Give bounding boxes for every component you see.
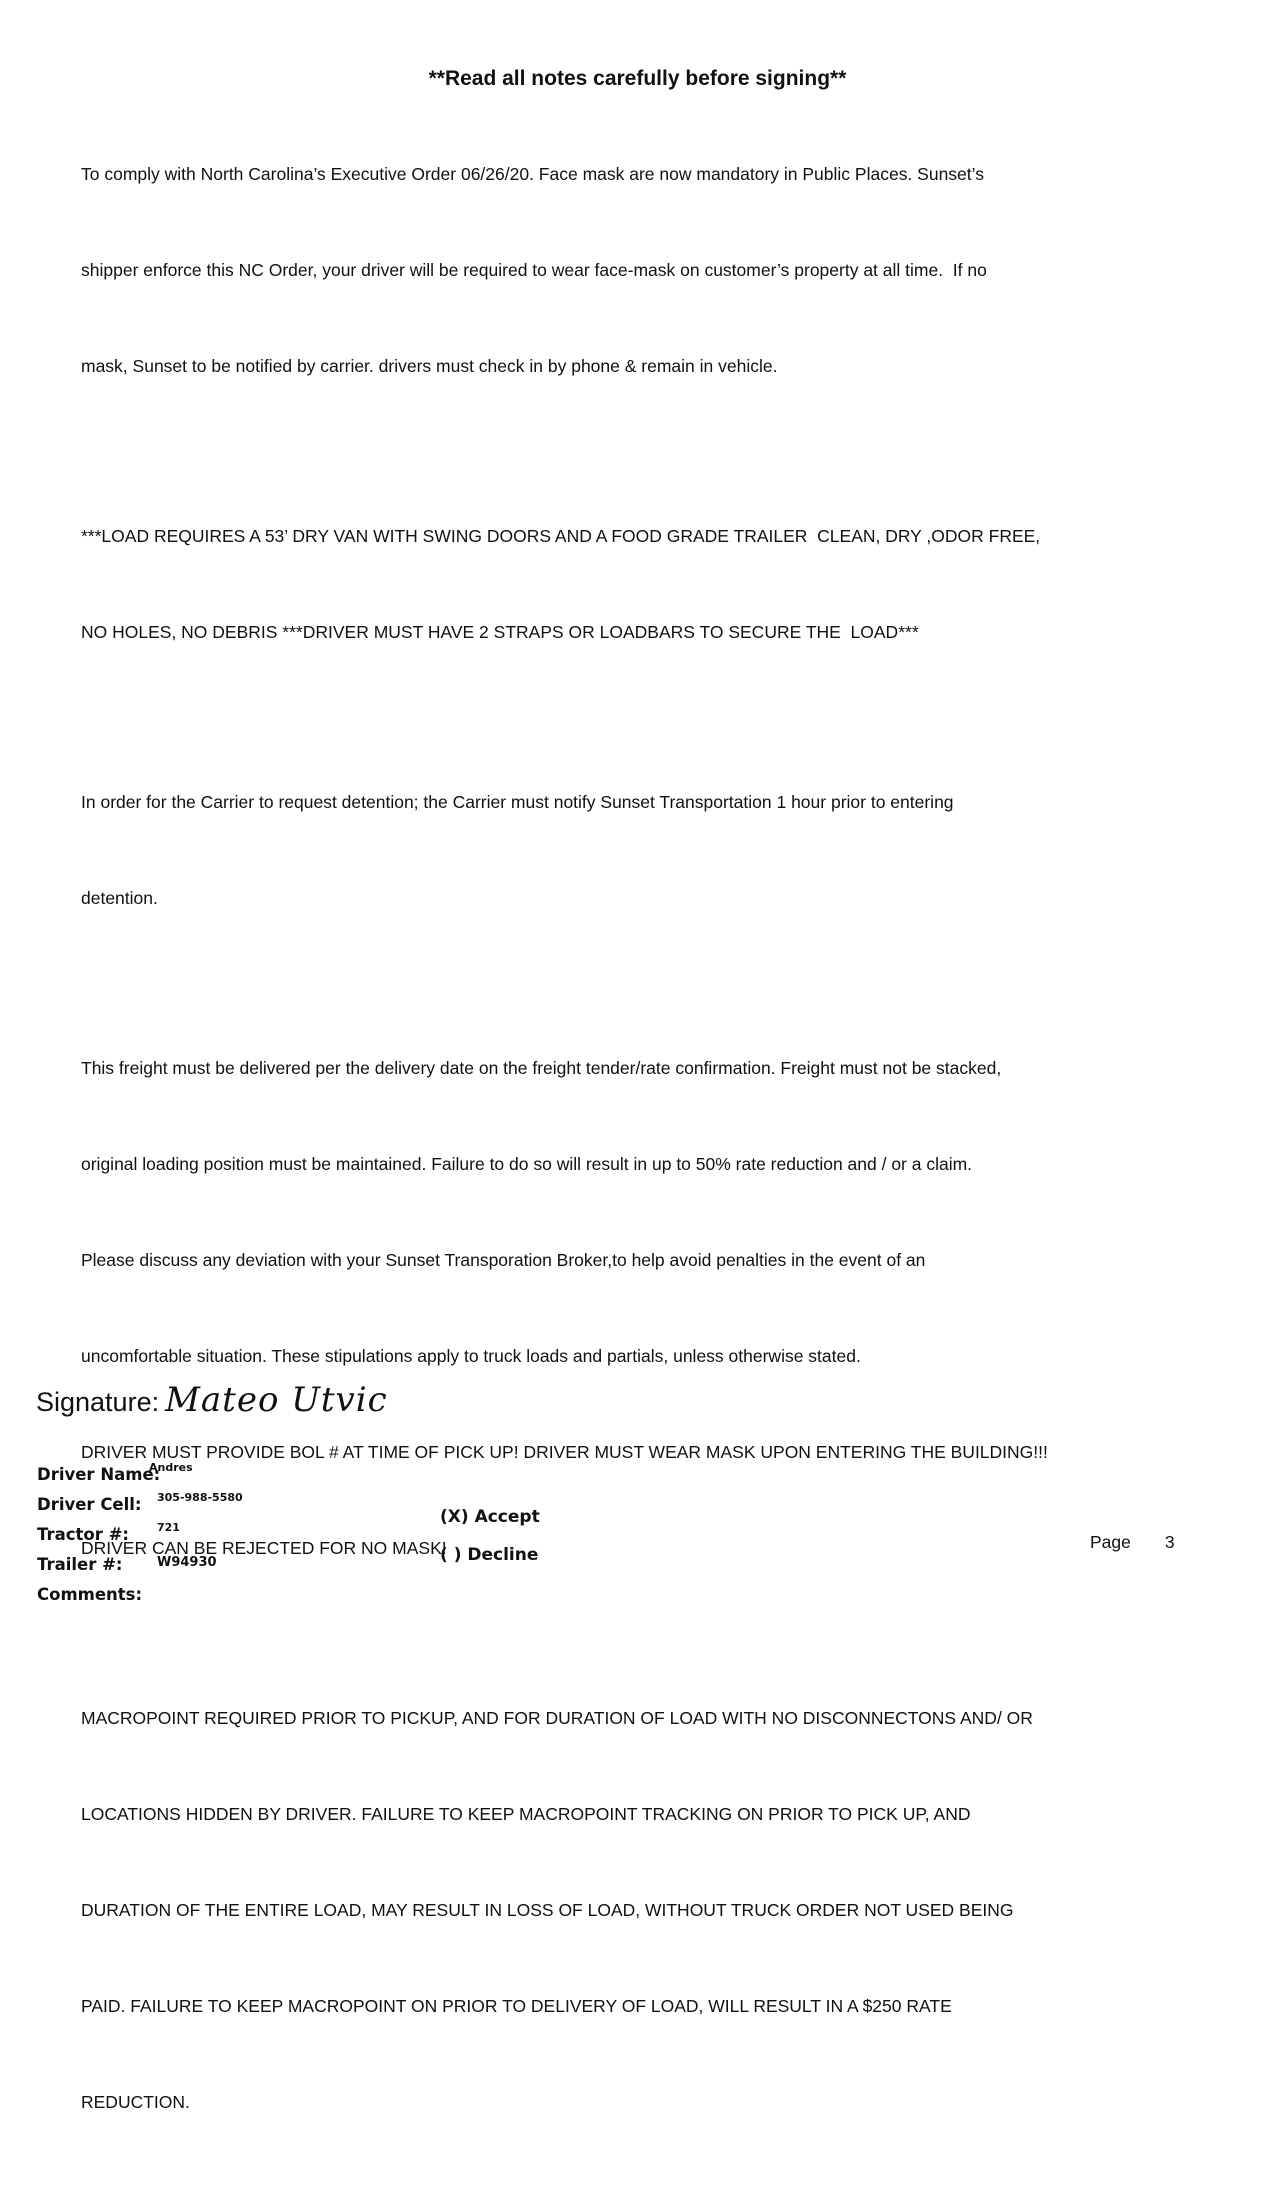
tractor-label: Tractor #: — [37, 1525, 130, 1544]
notes-line: DRIVER MUST PROVIDE BOL # AT TIME OF PICK UP! DRIVER MUST WEAR MASK UPON ENTERING THE BUILDING!!! — [81, 1442, 1048, 1462]
driver-info — [37, 1460, 243, 1610]
notes-line: DURATION OF THE ENTIRE LOAD, MAY RESULT IN LOSS OF LOAD, WITHOUT TRUCK ORDER NOT USED BEING — [81, 1900, 1014, 1920]
driver-name-label: Driver Name: — [37, 1465, 161, 1484]
notes-line: MACROPOINT REQUIRED PRIOR TO PICKUP, AND FOR DURATION OF LOAD WITH NO DISCONNECTONS AND/ OR — [81, 1708, 1033, 1728]
driver-name-row — [37, 1460, 193, 1490]
notes-paragraph-macropoint — [81, 1638, 1211, 2182]
driver-cell-row — [37, 1490, 243, 1520]
accept-decline-options — [440, 1498, 540, 1574]
notes-line: ***LOAD REQUIRES A 53’ DRY VAN WITH SWING DOORS AND A FOOD GRADE TRAILER CLEAN, DRY ,ODOR FREE, — [81, 526, 1041, 546]
driver-cell-label: Driver Cell: — [37, 1495, 142, 1514]
comments-row — [37, 1580, 160, 1610]
page-number — [1090, 1532, 1175, 1553]
page-label: Page — [1090, 1532, 1131, 1552]
tractor-row — [37, 1520, 180, 1550]
trailer-row — [37, 1550, 217, 1580]
notes-line: shipper enforce this NC Order, your driver will be required to wear face-mask on customer’s property at all time. If no — [81, 260, 987, 280]
notes-line: original loading position must be maintained. Failure to do so will result in up to 50% rate reduction and / or a claim. — [81, 1154, 973, 1174]
signature-label: Signature: — [36, 1387, 160, 1417]
decline-option[interactable]: ( ) Decline — [440, 1545, 539, 1565]
notes-line: In order for the Carrier to request detention; the Carrier must notify Sunset Transportation 1 hour prior to entering — [81, 792, 954, 812]
signature-handwriting: Mateo Utvic — [165, 1380, 388, 1420]
accept-option[interactable]: (X) Accept — [440, 1507, 540, 1527]
signature-row — [36, 1380, 388, 1430]
notes-paragraph-mask-order — [81, 94, 1211, 446]
notes-line: To comply with North Carolina’s Executive Order 06/26/20. Face mask are now mandatory in Public Places. Sunset’s — [81, 164, 984, 184]
notes-line: LOCATIONS HIDDEN BY DRIVER. FAILURE TO KEEP MACROPOINT TRACKING ON PRIOR TO PICK UP, AND — [81, 1804, 971, 1824]
driver-name-value: Andres — [149, 1461, 193, 1474]
notes-line: PAID. FAILURE TO KEEP MACROPOINT ON PRIOR TO DELIVERY OF LOAD, WILL RESULT IN A $250 RATE — [81, 1996, 952, 2016]
notes-line: mask, Sunset to be notified by carrier. drivers must check in by phone & remain in vehicle. — [81, 356, 778, 376]
notes-line: REDUCTION. — [81, 2092, 190, 2112]
page-number-value: 3 — [1164, 1532, 1175, 1552]
notes-line: NO HOLES, NO DEBRIS ***DRIVER MUST HAVE 2 STRAPS OR LOADBARS TO SECURE THE LOAD*** — [81, 622, 919, 642]
notes-line: detention. — [81, 888, 158, 908]
page-title: **Read all notes carefully before signing** — [428, 67, 847, 90]
notes-line: Please discuss any deviation with your Sunset Transporation Broker,to help avoid penalties in the event of an — [81, 1250, 926, 1270]
notes-line: This freight must be delivered per the delivery date on the freight tender/rate confirmation. Freight must not be stacked, — [81, 1058, 1002, 1078]
trailer-value: W94930 — [157, 1555, 217, 1570]
tractor-value: 721 — [157, 1521, 180, 1534]
notes-line: uncomfortable situation. These stipulations apply to truck loads and partials, unless otherwise stated. — [81, 1346, 861, 1366]
notes-line: DRIVER CAN BE REJECTED FOR NO MASK! — [81, 1538, 447, 1558]
comments-label: Comments: — [37, 1585, 143, 1604]
driver-cell-value: 305-988-5580 — [157, 1491, 243, 1504]
trailer-label: Trailer #: — [37, 1555, 123, 1574]
notes-paragraph-delivery — [81, 988, 1211, 1628]
notes-body — [81, 94, 1211, 2192]
notes-paragraph-trailer-requirements — [81, 456, 1211, 712]
notes-paragraph-detention — [81, 722, 1211, 978]
